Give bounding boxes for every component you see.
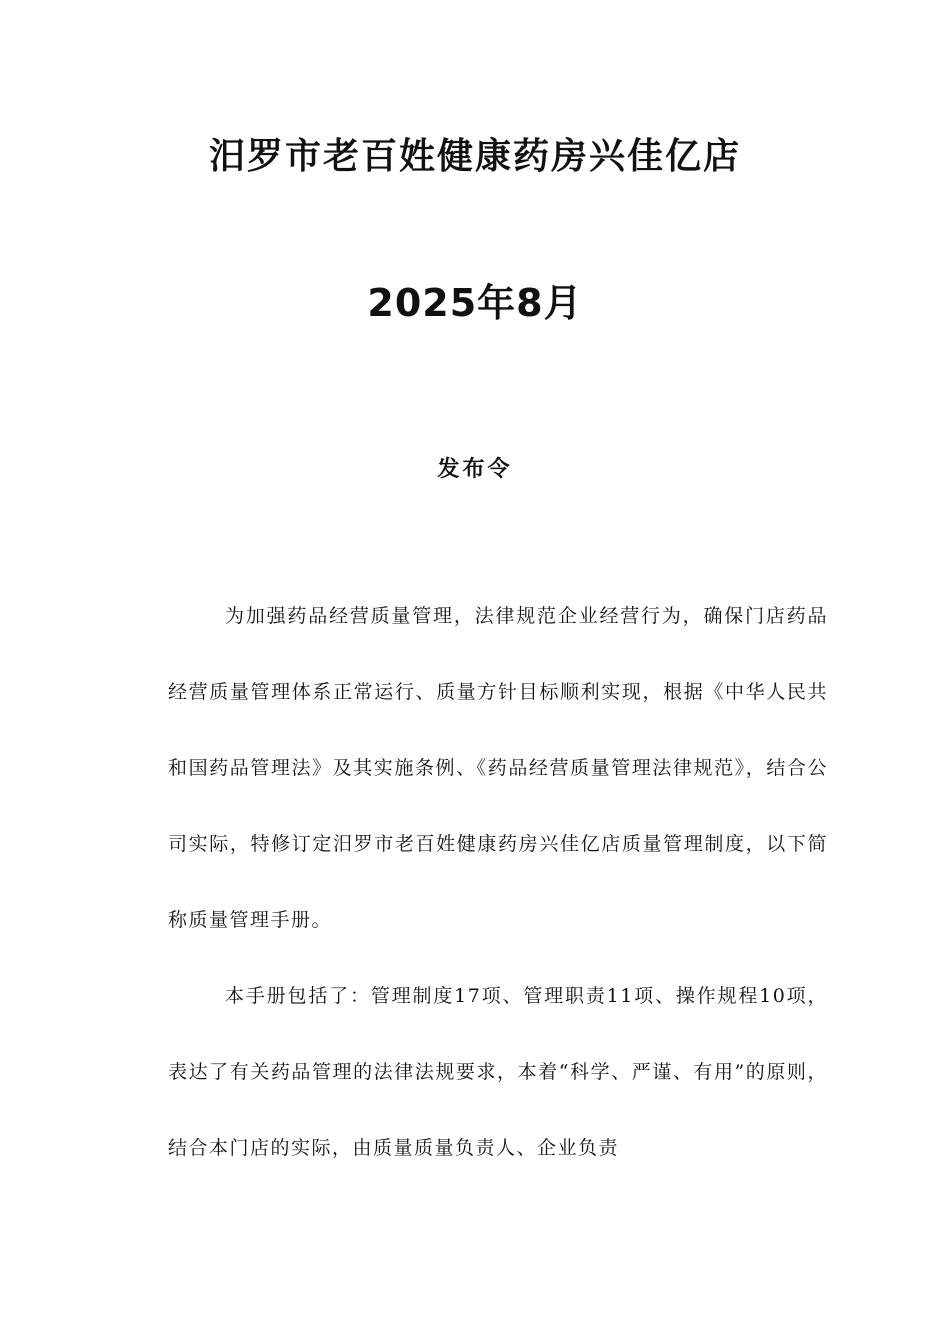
- date-title: 2025年8月: [367, 281, 583, 325]
- paragraph-contents: 本手册包括了：管理制度17项、管理职责11项、操作规程10项，表达了有关药品管理的法律法规要求，本着“科学、严谨、有用”的原则，结合本门店的实际，由质量质量负责人、企业负责: [168, 985, 828, 1159]
- document-body: [168, 578, 828, 1186]
- paragraph-purpose: 为加强药品经营质量管理，法律规范企业经营行为，确保门店药品经营质量管理体系正常运行、质量方针目标顺利实现，根据《中华人民共和国药品管理法》及其实施条例、《药品经营质量管理法律规范》，结合公司实际，特修订定汨罗市老百姓健康药房兴佳亿店质量管理制度，以下简称质量管理手册。: [168, 605, 828, 931]
- organization-title: 汨罗市老百姓健康药房兴佳亿店: [208, 135, 741, 177]
- section-title: 发布令: [437, 456, 513, 482]
